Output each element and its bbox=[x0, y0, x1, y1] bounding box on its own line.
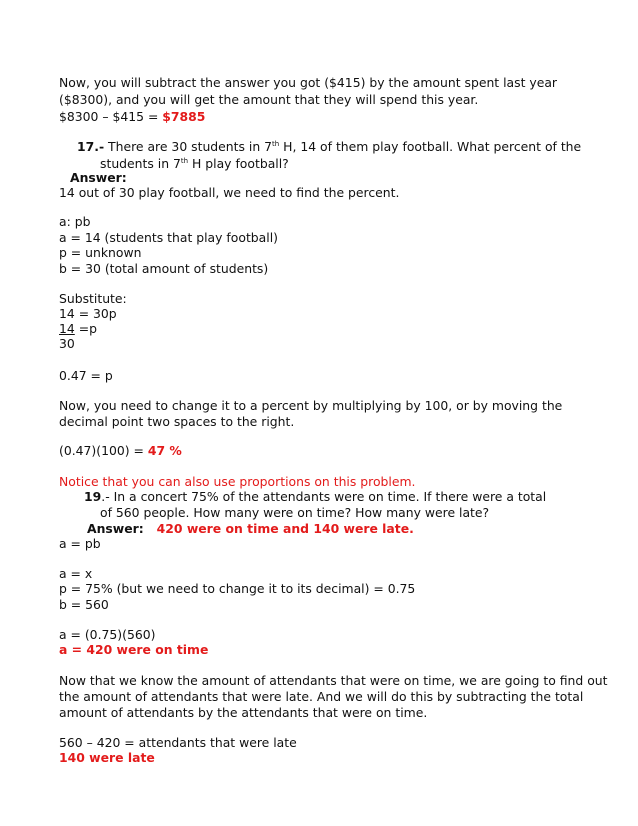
q19-b-def: b = 560 bbox=[59, 597, 109, 612]
q19-explain-2: the amount of attendants that were late. And we will do this by subtracting the total bbox=[59, 689, 584, 704]
intro-calc bbox=[59, 109, 205, 125]
q19-line-1 bbox=[84, 489, 546, 505]
q17-sup-1: th bbox=[272, 140, 280, 148]
q17-equation: 14 = 30p bbox=[59, 306, 117, 321]
q19-answer-label: Answer: bbox=[87, 521, 144, 536]
q17-text-b: H, 14 of them play football. What percent of the bbox=[279, 139, 582, 154]
q17-fraction-top bbox=[59, 321, 97, 337]
q17-text-a: There are 30 students in 7 bbox=[104, 139, 273, 154]
q19-number: 19 bbox=[84, 489, 102, 504]
q17-final-result: 47 % bbox=[147, 443, 182, 458]
q17-substitute-label: Substitute: bbox=[59, 291, 127, 306]
q19-calc-result: a = 420 were on time bbox=[59, 642, 209, 657]
q17-a-def: a = 14 (students that play football) bbox=[59, 230, 278, 245]
q19-calc: a = (0.75)(560) bbox=[59, 627, 156, 642]
intro-calc-result: $7885 bbox=[162, 109, 206, 124]
q19-answer bbox=[87, 521, 414, 537]
q17-text-c: students in 7 bbox=[100, 156, 181, 171]
q17-formula: a: pb bbox=[59, 214, 91, 229]
q17-result: 0.47 = p bbox=[59, 368, 113, 383]
q19-formula: a = pb bbox=[59, 536, 101, 551]
q19-explain-1: Now that we know the amount of attendants that were on time, we are going to find out bbox=[59, 673, 608, 688]
q19-text-a: .- In a concert 75% of the attendants were on time. If there were a total bbox=[101, 489, 547, 504]
q17-text-d: H play football? bbox=[188, 156, 289, 171]
q17-sup-2: th bbox=[180, 157, 189, 165]
intro-line-1: Now, you will subtract the answer you got ($415) by the amount spent last year bbox=[59, 75, 558, 90]
q17-line-2 bbox=[100, 156, 289, 172]
q17-line-1 bbox=[77, 139, 581, 155]
q17-p-def: p = unknown bbox=[59, 245, 142, 260]
q19-answer-text: 420 were on time and 140 were late. bbox=[156, 521, 414, 536]
notice-text: Notice that you can also use proportions on this problem. bbox=[59, 474, 416, 489]
q17-fraction-rest: =p bbox=[74, 321, 97, 336]
q17-explain-1: Now, you need to change it to a percent by multiplying by 100, or by moving the bbox=[59, 398, 563, 413]
q19-explain-3: amount of attendants by the attendants that were on time. bbox=[59, 705, 428, 720]
q17-b-def: b = 30 (total amount of students) bbox=[59, 261, 269, 276]
q17-final bbox=[59, 443, 182, 459]
q19-p-def: p = 75% (but we need to change it to its decimal) = 0.75 bbox=[59, 581, 416, 596]
intro-line-2: ($8300), and you will get the amount that they will spend this year. bbox=[59, 92, 479, 107]
q19-line-2: of 560 people. How many were on time? How many were late? bbox=[100, 505, 490, 520]
q19-late-calc: 560 – 420 = attendants that were late bbox=[59, 735, 297, 750]
q17-number: 17.- bbox=[77, 139, 105, 154]
q17-final-expression: (0.47)(100) = bbox=[59, 443, 148, 458]
q19-a-def: a = x bbox=[59, 566, 93, 581]
q19-late-result: 140 were late bbox=[59, 750, 155, 765]
intro-calc-expression: $8300 – $415 = bbox=[59, 109, 163, 124]
q17-fraction-denominator: 30 bbox=[59, 336, 75, 351]
q17-intro: 14 out of 30 play football, we need to find the percent. bbox=[59, 185, 400, 200]
q17-explain-2: decimal point two spaces to the right. bbox=[59, 414, 295, 429]
q17-fraction-numerator: 14 bbox=[59, 321, 75, 336]
q17-answer-label: Answer: bbox=[70, 170, 127, 185]
